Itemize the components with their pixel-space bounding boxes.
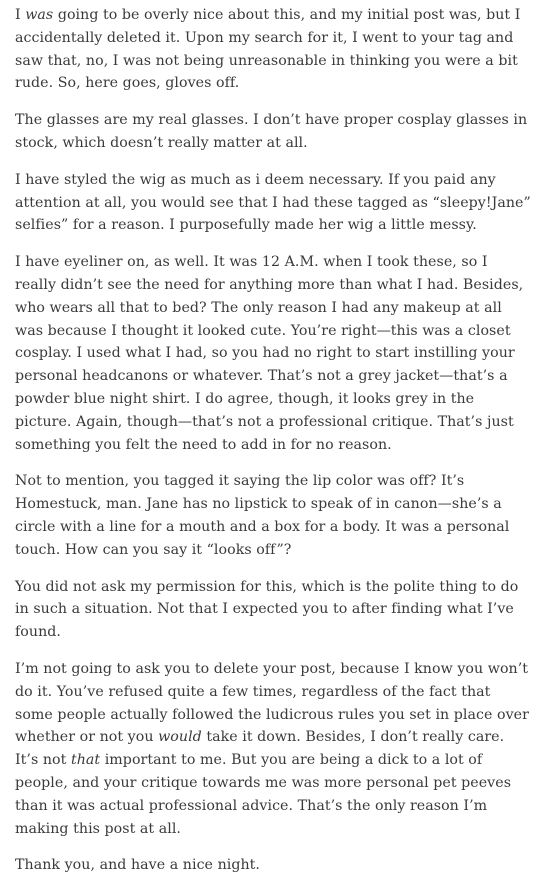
paragraph-text: I have eyeliner on, as well. It was 12 A.M. when I took these, so I really didn’t see the need for anything more than what I had. Besides, who wears all that to bed? The only reason I had any makeup at all was because I thought it looked cute. You’re right—this was a closet cosplay. I used what I had, so you had no right to start instilling your personal headcanons or whatever. That’s not a grey jacket—that’s a powder blue night shirt. I do agree, though, it looks grey in the picture. Again, though—that’s not a professional critique. That’s just something you felt the need to add in for no reason.: [15, 254, 524, 453]
paragraph-text: I’m not going to ask you to delete your post, because I know you won’t do it. You’ve refused quite a few times, regardless of the fact that some people actually followed the ludicrous rules you set in place over whether or not you: [15, 660, 529, 746]
paragraph-text: I: [15, 7, 26, 23]
post-paragraph: [15, 4, 532, 95]
post-paragraph: [15, 854, 532, 877]
post-paragraph: [15, 658, 532, 840]
paragraph-text: I have styled the wig as much as i deem necessary. If you paid any attention at all, you would see that I had these tagged as “sleepy!Jane” selfies” for a reason. I purposefully made her wig a little messy.: [15, 171, 531, 234]
post-paragraph: [15, 169, 532, 237]
post-paragraph: [15, 109, 532, 155]
paragraph-text: The glasses are my real glasses. I don’t have proper cosplay glasses in stock, which doesn’t really matter at all.: [15, 112, 528, 151]
paragraph-text: going to be overly nice about this, and my initial post was, but I accidentally deleted it. Upon my search for it, I went to your tag and saw that, no, I was not being unreasonable in thinking you were a bit rude. So, here goes, gloves off.: [15, 7, 521, 92]
emphasized-text: that: [70, 752, 101, 769]
paragraph-text: take it down. Besides, I don’t really care. It’s not: [15, 729, 505, 769]
emphasized-text: would: [158, 729, 202, 746]
post-paragraph: [15, 251, 532, 456]
paragraph-text: important to me. But you are being a dick to a lot of people, and your critique towards me was more personal pet peeves than it was actual professional advice. That’s the only reason I’m making this post at all.: [15, 752, 512, 837]
post-paragraph: [15, 470, 532, 561]
paragraph-text: You did not ask my permission for this, which is the polite thing to do in such a situation. Not that I expected you to after finding what I’ve found.: [15, 578, 519, 641]
paragraph-text: Not to mention, you tagged it saying the lip color was off? It’s Homestuck, man. Jane has no lipstick to speak of in canon—she’s a circle with a line for a mouth and a box for a body. It was a personal touch. How can you say it “looks off”?: [15, 473, 510, 558]
post-paragraph: [15, 576, 532, 644]
paragraph-text: Thank you, and have a nice night.: [15, 857, 260, 874]
emphasized-text: was: [25, 7, 54, 23]
